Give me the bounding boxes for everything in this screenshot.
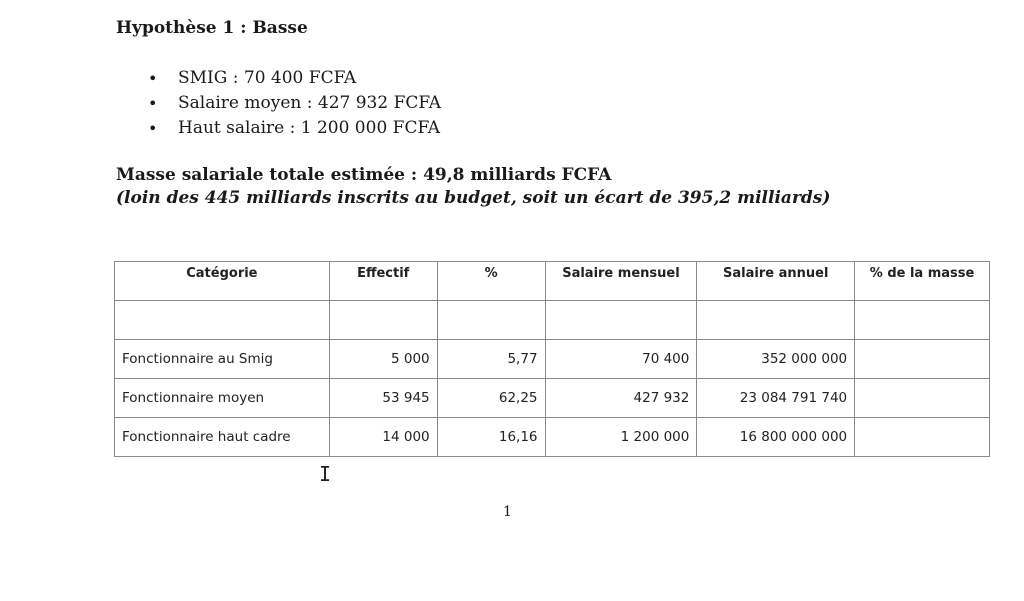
summary-block: [116, 164, 876, 210]
text-cursor-icon: I: [319, 462, 332, 486]
summary-note: (loin des 445 milliards inscrits au budget, soit un écart de 395,2 milliards): [116, 188, 831, 208]
header-percent: %: [437, 262, 545, 301]
cell-categorie: Fonctionnaire haut cadre: [115, 418, 330, 457]
table-row: [115, 379, 990, 418]
cell-salaire-mensuel: 1 200 000: [545, 418, 697, 457]
cell-effectif: 53 945: [329, 379, 437, 418]
bullet-haut-salaire: • Haut salaire : 1 200 000 FCFA: [148, 116, 441, 141]
table-row: [115, 301, 990, 340]
cell-salaire-mensuel: 427 932: [545, 379, 697, 418]
cell-effectif: [329, 301, 437, 340]
summary-total-line: Masse salariale totale estimée : 49,8 milliards FCFA: [116, 165, 612, 185]
hypothesis-heading: Hypothèse 1 : Basse: [116, 18, 308, 38]
cell-percent-masse: [855, 340, 990, 379]
cell-salaire-mensuel: [545, 301, 697, 340]
cell-percent: [437, 301, 545, 340]
cell-effectif: 5 000: [329, 340, 437, 379]
table-row: [115, 418, 990, 457]
bullet-salaire-moyen: • Salaire moyen : 427 932 FCFA: [148, 91, 441, 116]
header-salaire-annuel: Salaire annuel: [697, 262, 855, 301]
cell-salaire-annuel: 16 800 000 000: [697, 418, 855, 457]
cell-percent-masse: [855, 379, 990, 418]
salary-bullet-list: [148, 66, 441, 141]
header-salaire-mensuel: Salaire mensuel: [545, 262, 697, 301]
table-header-row: [115, 262, 990, 301]
salary-table: [114, 261, 990, 457]
cell-percent: 62,25: [437, 379, 545, 418]
cell-categorie: [115, 301, 330, 340]
cell-salaire-annuel: 23 084 791 740: [697, 379, 855, 418]
cell-salaire-annuel: 352 000 000: [697, 340, 855, 379]
cell-percent-masse: [855, 301, 990, 340]
bullet-smig: • SMIG : 70 400 FCFA: [148, 66, 441, 91]
cell-percent: 5,77: [437, 340, 545, 379]
table-row: [115, 340, 990, 379]
cell-effectif: 14 000: [329, 418, 437, 457]
cell-salaire-mensuel: 70 400: [545, 340, 697, 379]
header-effectif: Effectif: [329, 262, 437, 301]
cell-salaire-annuel: [697, 301, 855, 340]
cell-percent-masse: [855, 418, 990, 457]
cell-categorie: Fonctionnaire moyen: [115, 379, 330, 418]
page-number: 1: [503, 504, 512, 520]
header-categorie: Catégorie: [115, 262, 330, 301]
header-percent-masse: % de la masse: [855, 262, 990, 301]
cell-percent: 16,16: [437, 418, 545, 457]
cell-categorie: Fonctionnaire au Smig: [115, 340, 330, 379]
